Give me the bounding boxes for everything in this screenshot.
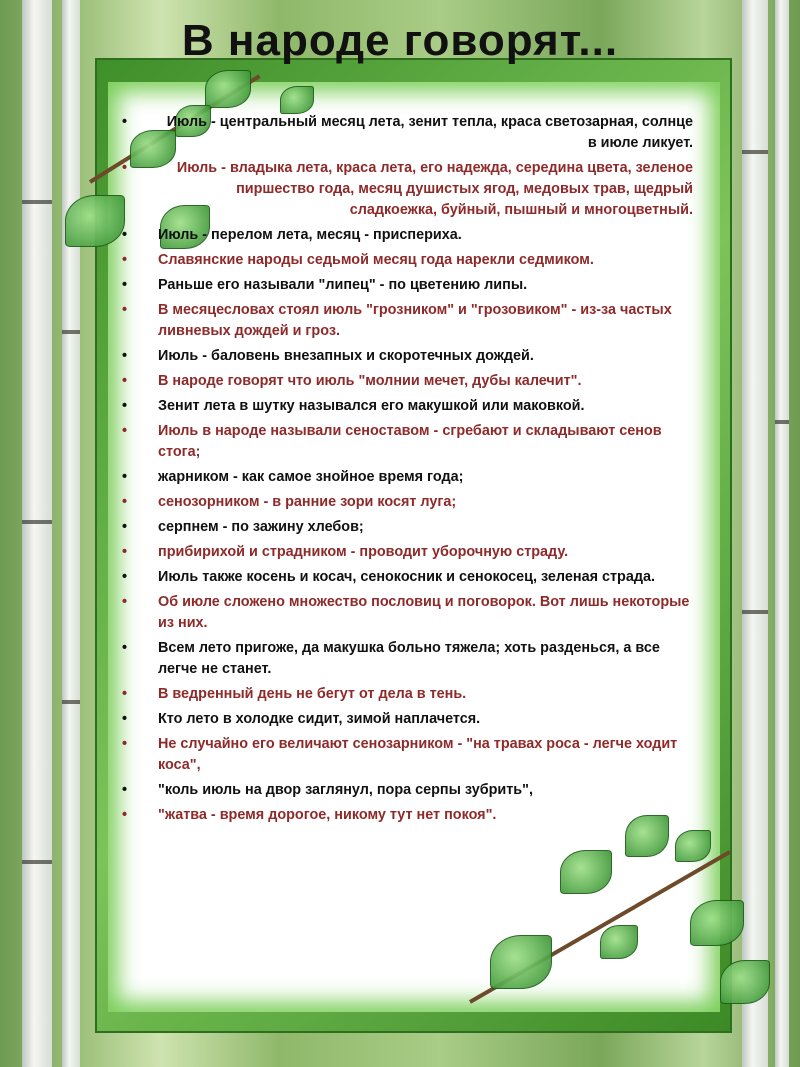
list-item: • В народе говорят что июль "молнии мечет, дубы калечит". [118, 371, 693, 392]
list-item: • Зенит лета в шутку назывался его макушкой или маковкой. [118, 396, 693, 417]
list-item: • Июль - перелом лета, месяц - приспериха. [118, 225, 693, 246]
list-item: • Июль - владыка лета, краса лета, его надежда, середина цвета, зеленое пиршество года, месяц душистых ягод, медовых трав, щедрый сладкоежка, буйный, пышный и многоцветный. [118, 158, 693, 221]
list-item: • Об июле сложено множество пословиц и поговорок. Вот лишь некоторые из них. [118, 592, 693, 634]
list-item: • жарником - как самое знойное время года; [118, 467, 693, 488]
list-item: • сенозорником - в ранние зори косят луга; [118, 492, 693, 513]
list-item: • прибирихой и страдником - проводит уборочную страду. [118, 542, 693, 563]
list-item: • В ведренный день не бегут от дела в тень. [118, 684, 693, 705]
list-item: • Не случайно его величают сенозарником - "на травах роса - легче ходит коса", [118, 734, 693, 776]
list-item: • В месяцесловах стоял июль "грозником" и "грозовиком" - из-за частых ливневых дождей и гроз. [118, 300, 693, 342]
list-item: • Июль - баловень внезапных и скоротечных дождей. [118, 346, 693, 367]
list-item: • Всем лето пригоже, да макушка больно тяжела; хоть разденься, а все легче не станет. [118, 638, 693, 680]
saying-list [118, 112, 693, 830]
list-item: • Славянские народы седьмой месяц года нарекли седмиком. [118, 250, 693, 271]
slide-title: В народе говорят... [181, 16, 619, 65]
list-item: • "коль июль на двор заглянул, пора серпы зубрить", [118, 780, 693, 801]
list-item: • "жатва - время дорогое, никому тут нет покоя". [118, 805, 693, 826]
list-item: • серпнем - по зажину хлебов; [118, 517, 693, 538]
list-item: • Июль в народе называли сеноставом - сгребают и складывают сенов стога; [118, 421, 693, 463]
list-item: • Раньше его называли "липец" - по цветению липы. [118, 275, 693, 296]
list-item: • Июль - центральный месяц лета, зенит тепла, краса светозарная, солнце в июле ликует. [118, 112, 693, 154]
list-item: • Кто лето в холодке сидит, зимой наплачется. [118, 709, 693, 730]
list-item: • Июль также косень и косач, сенокосник и сенокосец, зеленая страда. [118, 567, 693, 588]
